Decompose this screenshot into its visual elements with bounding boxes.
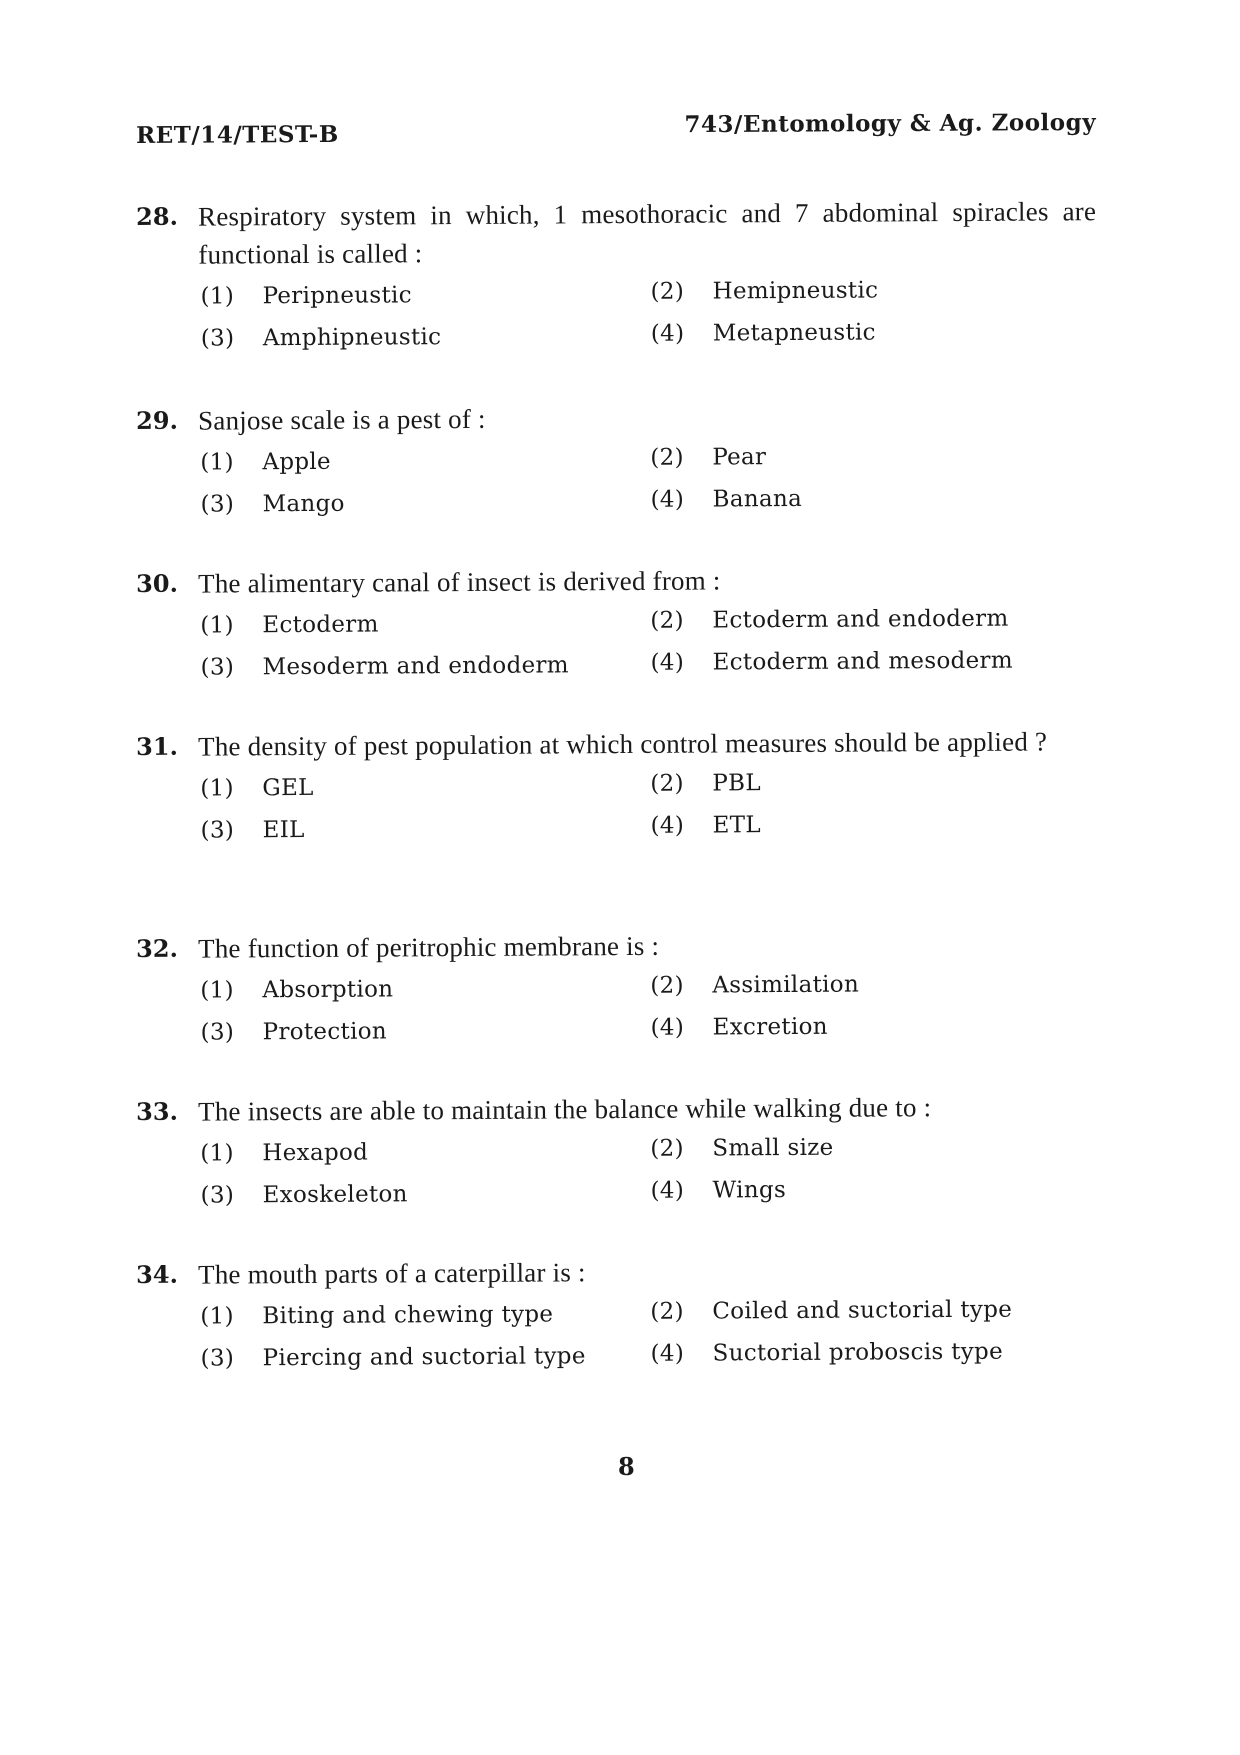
option-number: (3) xyxy=(200,1019,235,1046)
option-number: (3) xyxy=(200,491,235,518)
option-4 xyxy=(650,641,1090,684)
option-number: (2) xyxy=(650,1135,684,1162)
option-text: Wings xyxy=(712,1177,787,1204)
option-1 xyxy=(200,969,640,1012)
option-number: (2) xyxy=(650,444,684,471)
question-number: 30. xyxy=(136,568,178,598)
option-number: (1) xyxy=(200,775,234,802)
option-4 xyxy=(651,312,1091,355)
option-3 xyxy=(201,483,641,526)
question-31 xyxy=(136,722,1097,856)
question-29 xyxy=(136,396,1097,530)
option-number: (1) xyxy=(200,1303,234,1330)
option-text: Metapneustic xyxy=(712,319,876,347)
question-text: The mouth parts of a caterpillar is : xyxy=(198,1257,586,1290)
question-28 xyxy=(136,192,1097,364)
option-text: Excretion xyxy=(712,1013,828,1041)
option-1 xyxy=(200,275,640,318)
option-2 xyxy=(650,1127,1090,1170)
option-number: (4) xyxy=(650,1177,685,1204)
option-text: Mesoderm and endoderm xyxy=(262,652,569,681)
option-text: Hexapod xyxy=(262,1139,369,1167)
subject-title: 743/Entomology & Ag. Zoology xyxy=(684,108,1097,139)
option-2 xyxy=(650,599,1090,642)
option-number: (2) xyxy=(650,972,684,999)
option-text: Biting and chewing type xyxy=(262,1301,554,1330)
question-number: 31. xyxy=(136,731,178,761)
options-grid xyxy=(200,762,1097,855)
question-number: 33. xyxy=(136,1096,178,1126)
question-text: Respiratory system in which, 1 mesothoracic and 7 abdominal spiracles are functional is called : xyxy=(198,196,1097,270)
options-grid xyxy=(200,270,1097,363)
option-text: Banana xyxy=(712,485,803,513)
question-text: The alimentary canal of insect is derived from : xyxy=(198,565,721,599)
option-text: Piercing and suctorial type xyxy=(262,1343,586,1372)
option-text: Ectoderm and mesoderm xyxy=(712,647,1013,676)
options-grid xyxy=(200,1127,1097,1220)
options-grid xyxy=(200,964,1097,1057)
option-2 xyxy=(650,436,1090,479)
option-4 xyxy=(650,1006,1090,1049)
option-text: Exoskeleton xyxy=(262,1181,408,1209)
option-text: Hemipneustic xyxy=(712,277,879,305)
question-32 xyxy=(136,924,1097,1058)
option-number: (4) xyxy=(650,1340,685,1367)
option-1 xyxy=(200,767,640,810)
page-number: 8 xyxy=(618,1452,635,1481)
option-4 xyxy=(650,804,1090,847)
option-number: (4) xyxy=(650,1014,685,1041)
question-text: The insects are able to maintain the balance while walking due to : xyxy=(198,1092,932,1127)
option-1 xyxy=(200,1295,640,1338)
question-number: 28. xyxy=(136,201,178,231)
option-text: GEL xyxy=(262,774,314,802)
option-number: (3) xyxy=(200,1182,235,1209)
option-3 xyxy=(201,809,641,852)
options-grid xyxy=(200,599,1097,692)
options-grid xyxy=(200,1290,1097,1383)
question-33 xyxy=(136,1087,1097,1221)
option-4 xyxy=(650,478,1090,521)
option-text: Coiled and suctorial type xyxy=(712,1296,1013,1325)
option-number: (3) xyxy=(200,325,235,352)
option-text: Small size xyxy=(712,1134,834,1162)
option-1 xyxy=(200,441,640,484)
option-4 xyxy=(650,1169,1090,1212)
option-number: (2) xyxy=(650,1298,684,1325)
option-number: (1) xyxy=(200,612,234,639)
option-text: ETL xyxy=(712,812,761,839)
option-1 xyxy=(200,604,640,647)
option-number: (4) xyxy=(650,649,685,676)
option-text: Ectoderm xyxy=(262,611,379,639)
option-4 xyxy=(650,1332,1090,1375)
question-34 xyxy=(136,1250,1097,1384)
option-number: (3) xyxy=(200,1345,235,1372)
question-text: The function of peritrophic membrane is : xyxy=(198,930,660,964)
option-text: Protection xyxy=(262,1018,388,1046)
option-number: (4) xyxy=(650,486,685,513)
option-text: Pear xyxy=(712,444,767,471)
option-3 xyxy=(201,1174,641,1217)
option-2 xyxy=(650,762,1090,805)
option-text: Ectoderm and endoderm xyxy=(712,605,1009,634)
option-number: (4) xyxy=(650,320,685,347)
option-3 xyxy=(201,1337,641,1380)
option-text: Assimilation xyxy=(712,971,860,999)
question-text: The density of pest population at which control measures should be applied ? xyxy=(198,726,1048,762)
options-grid xyxy=(200,436,1097,529)
question-number: 34. xyxy=(136,1259,178,1289)
option-number: (2) xyxy=(650,278,685,305)
option-2 xyxy=(650,270,1090,313)
question-number: 29. xyxy=(136,405,178,435)
option-text: EIL xyxy=(262,816,305,844)
option-3 xyxy=(201,1011,641,1054)
paper-code: RET/14/TEST-B xyxy=(136,120,339,149)
option-number: (1) xyxy=(200,1140,234,1167)
option-3 xyxy=(201,646,641,689)
option-text: Amphipneustic xyxy=(262,324,442,352)
option-text: Absorption xyxy=(262,976,394,1004)
question-number: 32. xyxy=(136,933,178,963)
option-text: PBL xyxy=(712,770,761,797)
option-number: (1) xyxy=(200,977,234,1004)
option-text: Mango xyxy=(262,490,345,518)
option-text: Apple xyxy=(262,448,331,476)
option-1 xyxy=(200,1132,640,1175)
option-3 xyxy=(201,317,641,360)
option-number: (4) xyxy=(650,812,685,839)
option-number: (2) xyxy=(650,770,684,797)
option-text: Suctorial proboscis type xyxy=(712,1338,1004,1367)
option-2 xyxy=(650,1290,1090,1333)
question-text: Sanjose scale is a pest of : xyxy=(198,403,486,436)
page-header xyxy=(136,109,1096,154)
option-number: (1) xyxy=(200,449,234,476)
option-2 xyxy=(650,964,1090,1007)
option-text: Peripneustic xyxy=(262,282,412,310)
option-number: (3) xyxy=(200,654,235,681)
option-number: (2) xyxy=(650,607,684,634)
question-30 xyxy=(136,559,1097,693)
option-number: (3) xyxy=(200,817,235,844)
option-number: (1) xyxy=(200,283,235,310)
